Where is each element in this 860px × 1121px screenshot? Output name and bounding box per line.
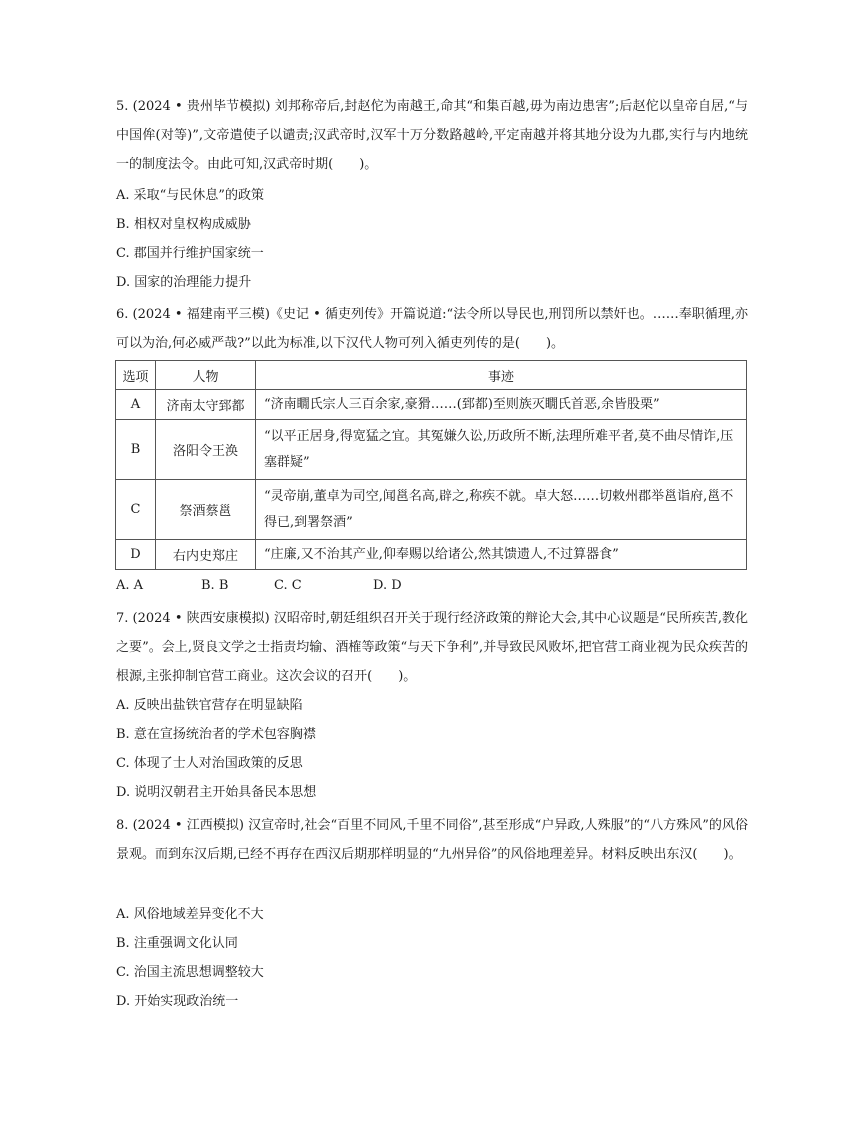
question-7-option-d: D. 说明汉朝君主开始具备民本思想 [116, 785, 317, 800]
question-6-option-a: A. A [116, 578, 144, 593]
table-header-option: 选项 [116, 361, 156, 390]
table-row [116, 420, 747, 480]
question-6-option-c: C. C [274, 578, 302, 593]
question-5-stem: 5. (2024 • 贵州毕节模拟) 刘邦称帝后,封赵佗为南越王,命其“和集百越,毋为南边患害”;后赵佗以皇帝自居,“与中国侔(对等)”,文帝遣使子以谴责;汉武帝时,汉军十万分数路越岭,平定南越并将其地分设为九郡,实行与内地统一的制度法令。由此可知,汉武帝时期( )。 [116, 99, 748, 172]
question-8-option-a: A. 风俗地域差异变化不大 [116, 907, 264, 922]
table-header-person: 人物 [156, 361, 256, 390]
row-c-option: C [116, 480, 156, 540]
question-7-option-c: C. 体现了士人对治国政策的反思 [116, 756, 303, 771]
question-7-stem: 7. (2024 • 陕西安康模拟) 汉昭帝时,朝廷组织召开关于现行经济政策的辩论大会,其中心议题是“民所疾苦,教化之要”。会上,贤良文学之士指责均输、酒榷等政策“与天下争利”,并导致民风败坏,把官营工商业视为民众疾苦的根源,主张抑制官营工商业。这次会议的召开( )。 [116, 611, 748, 684]
question-7-option-a: A. 反映出盐铁官营存在明显缺陷 [116, 698, 303, 713]
question-6-option-d: D. D [373, 578, 402, 593]
row-a-option: A [116, 390, 156, 420]
row-c-person: 祭酒蔡邕 [156, 480, 256, 540]
row-b-person: 洛阳令王涣 [156, 420, 256, 480]
question-6-table [115, 360, 747, 570]
row-b-option: B [116, 420, 156, 480]
question-5-option-d: D. 国家的治理能力提升 [116, 275, 252, 290]
question-8-option-c: C. 治国主流思想调整较大 [116, 965, 264, 980]
table-row [116, 390, 747, 420]
table-header-row [116, 361, 747, 390]
row-a-person: 济南太守郅都 [156, 390, 256, 420]
table-row [116, 540, 747, 570]
question-5-option-b: B. 相权对皇权构成威胁 [116, 217, 251, 232]
table-row [116, 480, 747, 540]
question-6-stem: 6. (2024 • 福建南平三模)《史记 • 循吏列传》开篇说道:“法令所以导民也,刑罚所以禁奸也。……奉职循理,亦可以为治,何必威严哉?”以此为标准,以下汉代人物可列入循吏列传的是( )。 [116, 307, 748, 351]
row-d-person: 右内史郑庄 [156, 540, 256, 570]
question-5-option-a: A. 采取“与民休息”的政策 [116, 188, 264, 203]
question-8-stem: 8. (2024 • 江西模拟) 汉宣帝时,社会“百里不同风,千里不同俗”,甚至形成“户异政,人殊服”的“八方殊风”的风俗景观。而到东汉后期,已经不再存在西汉后期那样明显的“九州异俗”的风俗地理差异。材料反映出东汉( )。 [116, 818, 748, 862]
row-d-deed: “庄廉,又不治其产业,仰奉赐以给诸公,然其馈遗人,不过算器食” [256, 540, 747, 570]
question-8-option-d: D. 开始实现政治统一 [116, 994, 239, 1009]
row-d-option: D [116, 540, 156, 570]
row-c-deed: “灵帝崩,董卓为司空,闻邕名高,辟之,称疾不就。卓大怒……切敕州郡举邕诣府,邕不得已,到署祭酒” [256, 480, 747, 540]
question-8-option-b: B. 注重强调文化认同 [116, 936, 238, 951]
question-5-option-c: C. 郡国并行维护国家统一 [116, 246, 264, 261]
row-b-deed: “以平正居身,得宽猛之宜。其冤嫌久讼,历政所不断,法理所难平者,莫不曲尽情诈,压塞群疑” [256, 420, 747, 480]
question-7-option-b: B. 意在宣扬统治者的学术包容胸襟 [116, 727, 316, 742]
table-header-deed: 事迹 [256, 361, 747, 390]
row-a-deed: “济南瞯氏宗人三百余家,豪猾……(郅都)至则族灭瞯氏首恶,余皆股栗” [256, 390, 747, 420]
question-6-option-b: B. B [201, 578, 229, 593]
